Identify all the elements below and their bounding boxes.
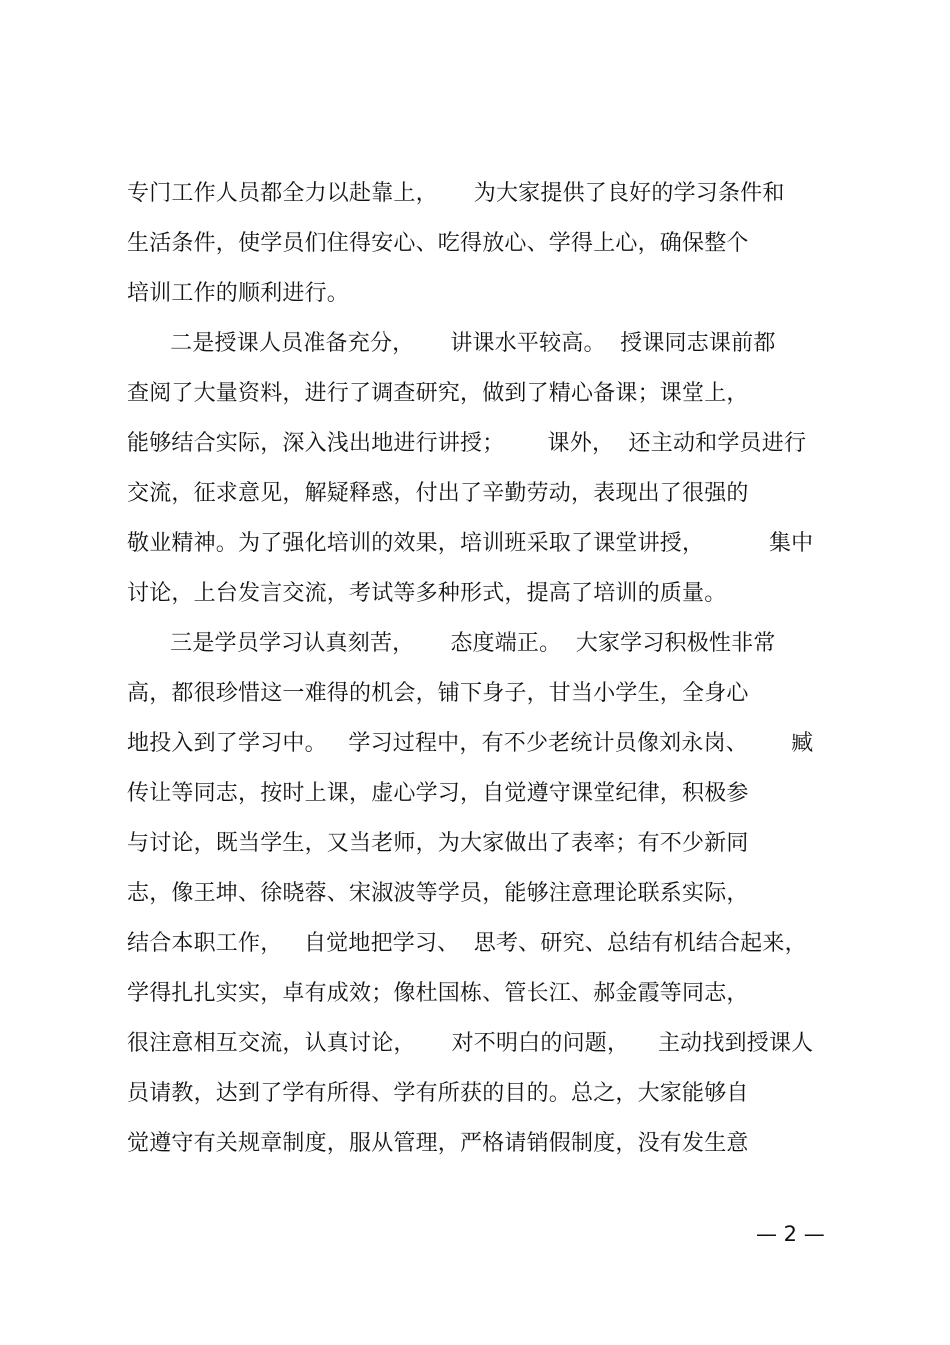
text-line: 交流，征求意见，解疑释惑，付出了辛勤劳动，表现出了很强的 xyxy=(127,481,749,506)
text-line: 生活条件，使学员们住得安心、吃得放心、学得上心，确保整个 xyxy=(127,231,749,256)
text-line: 三是学员学习认真刻苦， 态度端正。 大家学习积极性非常 xyxy=(127,631,776,656)
text-line: 专门工作人员都全力以赴靠上， 为大家提供了良好的学习条件和 xyxy=(127,181,785,206)
text-line: 高，都很珍惜这一难得的机会，铺下身子，甘当小学生，全身心 xyxy=(127,681,749,706)
text-line: 传让等同志，按时上课，虚心学习，自觉遵守课堂纪律，积极参 xyxy=(127,781,749,806)
text-line: 敬业精神。为了强化培训的效果，培训班采取了课堂讲授， 集中 xyxy=(127,531,814,556)
text-line: 能够结合实际，深入浅出地进行讲授； 课外， 还主动和学员进行 xyxy=(127,431,807,456)
text-line: 员请教，达到了学有所得、学有所获的目的。总之，大家能够自 xyxy=(127,1081,749,1106)
text-line: 结合本职工作， 自觉地把学习、 思考、研究、总结有机结合起来， xyxy=(127,931,807,956)
text-line: 培训工作的顺利进行。 xyxy=(127,281,350,306)
text-line: 很注意相互交流，认真讨论， 对不明白的问题， 主动找到授课人 xyxy=(127,1031,814,1056)
text-line: 二是授课人员准备充分， 讲课水平较高。 授课同志课前都 xyxy=(127,331,776,356)
text-line: 学得扎扎实实，卓有成效；像杜国栋、管长江、郝金霞等同志， xyxy=(127,981,749,1006)
text-line: 讨论，上台发言交流，考试等多种形式，提高了培训的质量。 xyxy=(127,581,727,606)
text-line: 查阅了大量资料，进行了调查研究，做到了精心备课；课堂上， xyxy=(127,381,749,406)
page-number: — 2 — xyxy=(756,1222,825,1246)
text-line: 地投入到了学习中。 学习过程中，有不少老统计员像刘永岗、 臧 xyxy=(127,731,814,756)
text-line: 志，像王坤、徐晓蓉、宋淑波等学员，能够注意理论联系实际， xyxy=(127,881,749,906)
text-line: 觉遵守有关规章制度，服从管理，严格请销假制度，没有发生意 xyxy=(127,1131,749,1156)
text-line: 与讨论，既当学生，又当老师，为大家做出了表率；有不少新同 xyxy=(127,831,749,856)
